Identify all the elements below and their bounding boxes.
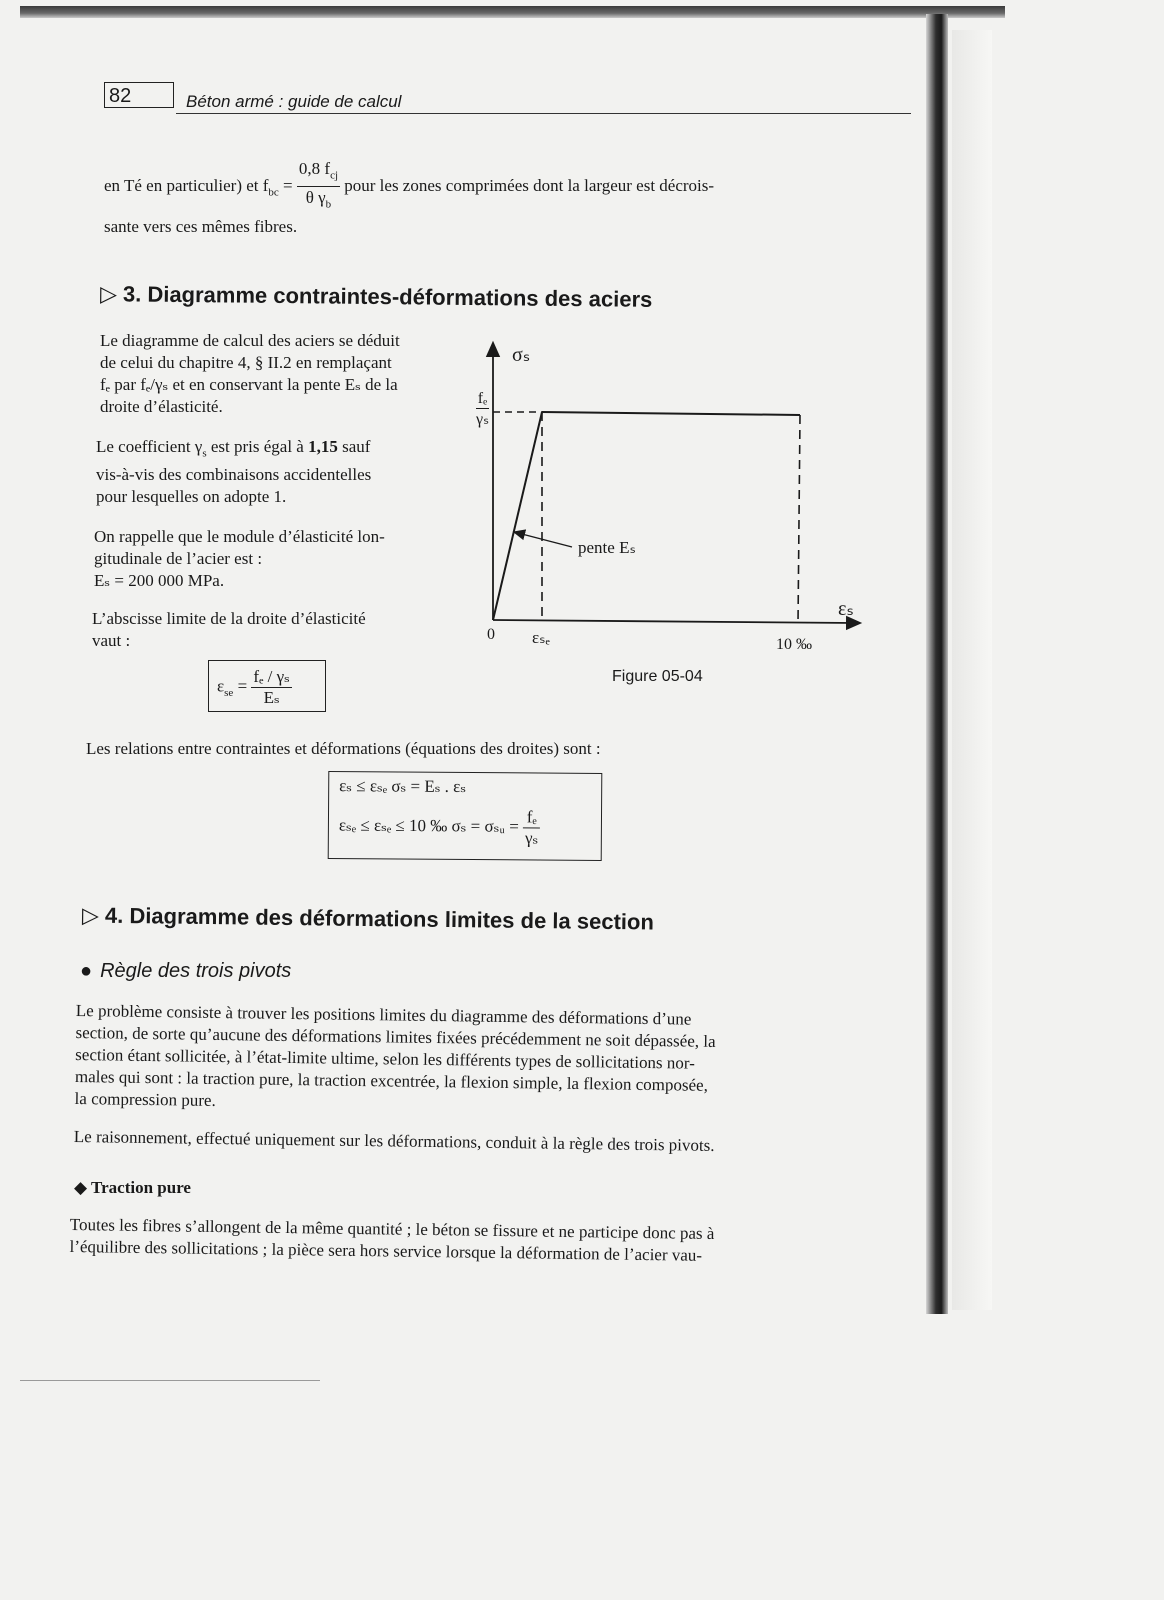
section4-para2: Le raisonnement, effectué uniquement sur les déformations, conduit à la règle des trois pivots. — [73, 1126, 715, 1155]
scan-bottom-mark — [20, 1380, 320, 1381]
scan-top-edge — [20, 6, 1005, 18]
section3-para4: L’abscisse limite de la droite d’élasticité vaut : — [92, 609, 366, 650]
section3-heading: ▷ 3. Diagramme contraintes-déformations des aciers — [99, 281, 653, 312]
section3-para2: Le coefficient $\gamma_s$ est pris égal à 1,15 sauf vis-à-vis des combinaisons accidentelles pour lesquelles on adopte 1. — [96, 437, 372, 507]
origin-label: 0 — [487, 626, 495, 643]
book-title: Béton armé : guide de calcul — [186, 92, 402, 111]
stress-strain-diagram — [460, 340, 880, 670]
y-axis-label: σₛ — [512, 344, 531, 366]
relation-elastic: εₛ ≤ εₛₑ σₛ = Eₛ . εₛ — [339, 776, 467, 797]
page-number: 82 — [104, 82, 174, 108]
intro-line1: en Té en particulier) et $f_{bc}$ = $\frac{0,8 f_{cj}}{\theta \gamma_b}$ pour les zones comprimées dont la largeur est décrois- — [104, 158, 904, 198]
x-tick-eps-se: εₛₑ — [532, 628, 550, 647]
x-tick-10-permil: 10 ‰ — [776, 636, 812, 653]
x-axis-label: εₛ — [838, 598, 854, 620]
scan-binding-shadow — [926, 14, 948, 1314]
bullet-icon: ● — [80, 960, 93, 982]
slope-label: pente Eₛ — [578, 538, 636, 557]
relations-intro: Les relations entre contraintes et déformations (équations des droites) sont : — [86, 739, 601, 758]
section3-para3: On rappelle que le module d’élasticité lon- gitudinale de l’acier est : Eₛ = 200 000 MPa. — [94, 527, 385, 590]
triangle-icon: ▷ — [99, 281, 118, 307]
section4-heading: ▷ 4. Diagramme des déformations limites de la section — [81, 902, 655, 935]
scan-right-margin — [952, 30, 992, 1310]
triangle-icon: ▷ — [81, 902, 100, 928]
traction-heading: ◆ Traction pure — [74, 1178, 191, 1197]
header-rule — [176, 113, 911, 114]
fbc-fraction: $\frac{0,8 f_{cj}}{\theta \gamma_b}$ — [298, 159, 339, 211]
section4-para1: Le problème consiste à trouver les positions limites du diagramme des déformations d’une section, de sorte qu’aucune des déformations limites fixées précédemment ne soit dépassée, la section étant sollicitée, à l’état-limite ultime, selon les différents types de sollicitations nor- males qui sont : la traction pure, la traction excentrée, la flexion simple, la flexion composée, la compression pure. — [74, 1000, 716, 1110]
plastic-plateau — [542, 412, 800, 415]
section3-para1: Le diagramme de calcul des aciers se déduit de celui du chapitre 4, § II.2 en remplaçant fₑ par fₑ/γₛ et en conservant la pente Eₛ de la droite d’élasticité. — [100, 331, 400, 416]
slope-pointer — [518, 533, 572, 547]
intro-line2: sante vers ces mêmes fibres. — [104, 217, 298, 236]
limit-dash — [798, 415, 800, 624]
figure-caption: Figure 05-04 — [612, 668, 703, 685]
relation-plastic: εₛₑ ≤ εₛₑ ≤ 10 ‰ σₛ = σₛᵤ = $\frac{\text{fₑ}}{\text{γₛ}}$ — [339, 806, 591, 849]
x-axis — [493, 620, 855, 623]
section4-subheading: ● Règle des trois pivots — [80, 960, 292, 982]
y-tick-fe-gamma: fₑ γₛ — [476, 390, 490, 428]
elastic-line — [493, 412, 542, 620]
intro-text-b: pour les zones comprimées dont la largeur est décrois- — [344, 175, 715, 195]
epsilon-se-formula: $\varepsilon_{se}$ = $\frac{\text{fₑ / γₛ}}{\text{Eₛ}}$ — [208, 660, 326, 712]
relations-box — [328, 771, 603, 861]
diamond-icon: ◆ — [74, 1178, 92, 1197]
traction-para: Toutes les fibres s’allongent de la même quantité ; le béton se fissure et ne participe donc pas à l’équilibre des sollicitations ; la pièce sera hors service lorsque la déformation de l’acier vau- — [69, 1214, 715, 1265]
intro-text-a: en Té en particulier) et $f_{bc}$ — [104, 175, 279, 199]
